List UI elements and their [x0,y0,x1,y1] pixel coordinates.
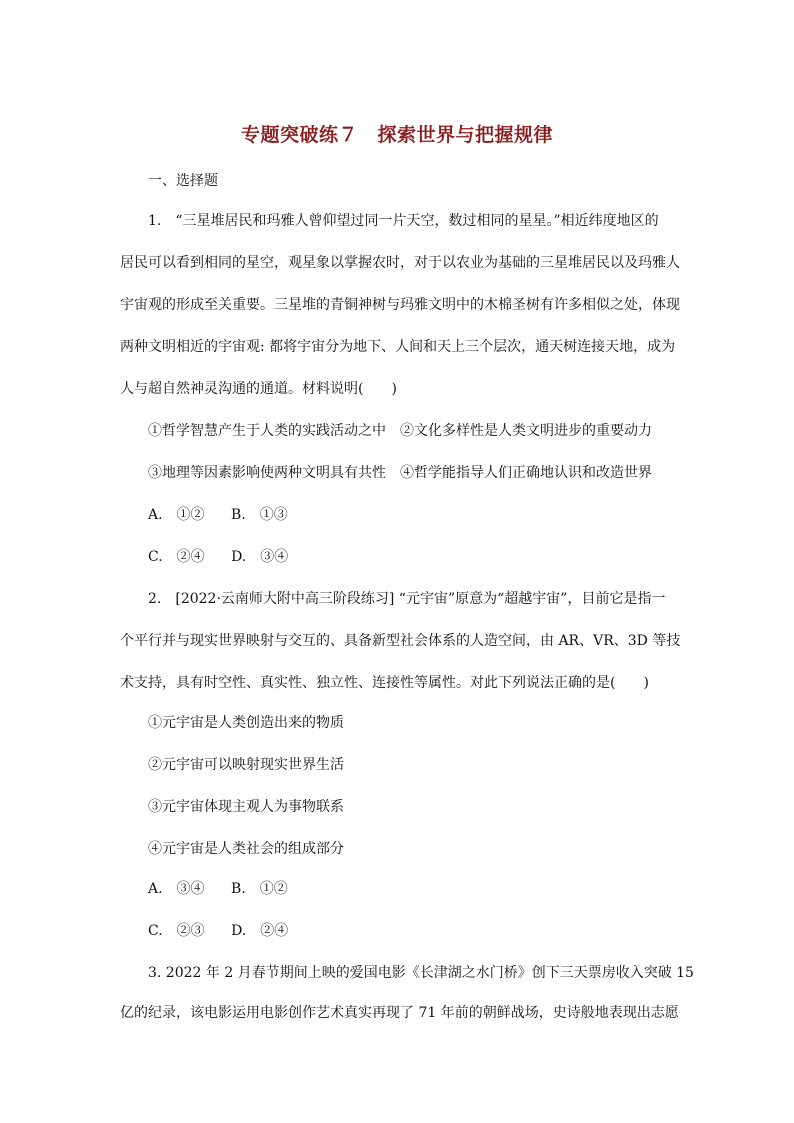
q1-statement-1-2: ①哲学智慧产生于人类的实践活动之中 ②文化多样性是人类文明进步的重要动力 [148,423,652,439]
q2-line-2: 个平行并与现实世界映射与交互的、具备新型社会体系的人造空间，由 AR、VR、3D 等技 [120,633,681,649]
q1-line-2: 居民可以看到相同的星空，观星象以掌握农时，对于以农业为基础的三星堆居民以及玛雅人 [120,255,680,271]
q3-line-2: 亿的纪录，该电影运用电影创作艺术真实再现了 71 年前的朝鲜战场，史诗般地表现出志愿 [120,1005,679,1021]
page-title: 专题突破练７ 探索世界与把握规律 [240,124,553,146]
q1-line-3: 宇宙观的形成至关重要。三星堆的青铜神树与玛雅文明中的木棉圣树有许多相似之处，体现 [120,297,680,313]
q1-option-d[interactable]: D. ③④ [231,549,289,565]
q2-statement-4: ④元宇宙是人类社会的组成部分 [148,841,344,857]
q2-options-row-1 [148,879,678,899]
q1-options-row-1 [148,505,678,525]
q1-option-a[interactable]: A. ①② [148,507,205,523]
q2-option-b[interactable]: B. ①② [231,881,288,897]
q2-option-d[interactable]: D. ②④ [231,923,289,939]
q1-option-c[interactable]: C. ②④ [148,549,205,565]
q1-statement-3-4: ③地理等因素影响使两种文明具有共性 ④哲学能指导人们正确地认识和改造世界 [148,465,652,481]
q2-statement-3: ③元宇宙体现主观人为事物联系 [148,799,344,815]
q2-line-1: 2. [2022·云南师大附中高三阶段练习] “元宇宙”原意为“超越宇宙”，目前它是指一 [148,591,666,607]
q2-statement-2: ②元宇宙可以映射现实世界生活 [148,757,344,773]
q2-option-c[interactable]: C. ②③ [148,923,205,939]
q2-statement-1: ①元宇宙是人类创造出来的物质 [148,715,344,731]
q1-line-1: 1. “三星堆居民和玛雅人曾仰望过同一片天空，数过相同的星星。”相近纬度地区的 [148,213,659,229]
q1-option-b[interactable]: B. ①③ [231,507,288,523]
q2-line-3: 术支持，具有时空性、真实性、独立性、连接性等属性。对此下列说法正确的是( ) [120,675,649,691]
q2-option-a[interactable]: A. ③④ [148,881,205,897]
section-heading: 一、选择题 [148,173,218,189]
q1-line-5: 人与超自然神灵沟通的通道。材料说明( ) [120,381,397,397]
q1-options-row-2 [148,547,678,567]
q1-line-4: 两种文明相近的宇宙观: 都将宇宙分为地下、人间和天上三个层次，通天树连接天地，成为 [120,339,676,355]
q2-options-row-2 [148,921,678,941]
q3-line-1: 3. 2022 年 2 月春节期间上映的爱国电影《长津湖之水门桥》创下三天票房收入突破 15 [148,965,694,981]
